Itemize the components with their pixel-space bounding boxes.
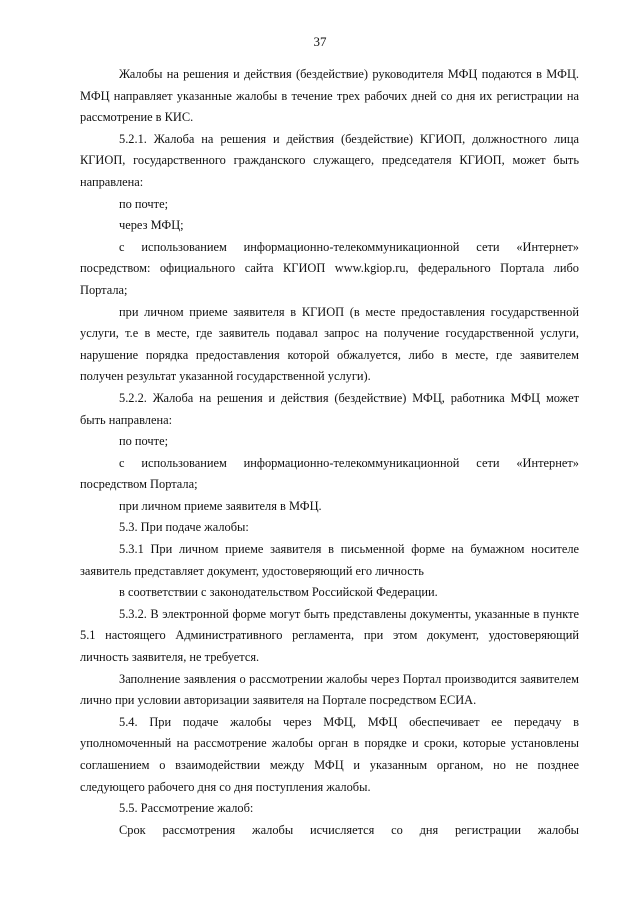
page-number: 37: [313, 34, 327, 49]
paragraph-5-3-1: 5.3.1 При личном приеме заявителя в письменной форме на бумажном носителе заявитель представляет документ, удостоверяющий его личность: [80, 542, 579, 578]
paragraph-5-5: 5.5. Рассмотрение жалоб:: [119, 801, 254, 816]
paragraph-5-3: 5.3. При подаче жалобы:: [119, 520, 249, 535]
paragraph-5-3-2: 5.3.2. В электронной форме могут быть представлены документы, указанные в пункте 5.1 настоящего Административного регламента, при этом документ, удостоверяющий личность заявителя, не требуется.: [80, 606, 579, 665]
paragraph-mfc-complaints: Жалобы на решения и действия (бездействие) руководителя МФЦ подаются в МФЦ. МФЦ направляет указанные жалобы в течение трех рабочих дней со дня их регистрации на рассмотрение в КИС.: [80, 67, 579, 125]
list-item-by-mail: по почте;: [119, 196, 169, 211]
paragraph-review-term: Срок рассмотрения жалобы исчисляется со дня регистрации жалобы: [119, 822, 579, 837]
paragraph-5-4: 5.4. При подаче жалобы через МФЦ, МФЦ обеспечивает ее передачу в уполномоченный на рассмотрение жалобы орган в порядке и сроки, которые установлены соглашением о взаимодействии между МФЦ и указанным органом, но не позднее следующего рабочего дня со дня поступления жалобы.: [80, 714, 579, 794]
paragraph-portal-filing: Заполнение заявления о рассмотрении жалобы через Портал производится заявителем лично при условии авторизации заявителя на Портале посредством ЕСИА.: [80, 671, 579, 708]
document-body: [80, 64, 579, 841]
list-item-personal-reception-mfc: при личном приеме заявителя в МФЦ.: [119, 498, 322, 513]
list-item-personal-reception-kgiop: при личном приеме заявителя в КГИОП (в месте предоставления государственной услуги, т.е в месте, где заявитель подавал запрос на получение государственной услуги, нарушение порядка предоставления которой обжалуется, либо в месте, где заявителем получен результат указанной государственной услуги).: [80, 304, 579, 384]
paragraph-5-3-1-cont: в соответствии с законодательством Российской Федерации.: [119, 585, 438, 600]
paragraph-5-2-2: 5.2.2. Жалоба на решения и действия (бездействие) МФЦ, работника МФЦ может быть направлена:: [80, 390, 579, 427]
list-item-via-mfc: через МФЦ;: [119, 218, 184, 233]
list-item-by-mail-2: по почте;: [119, 434, 169, 449]
paragraph-5-2-1: 5.2.1. Жалоба на решения и действия (бездействие) КГИОП, должностного лица КГИОП, государственного гражданского служащего, председателя КГИОП, может быть направлена:: [80, 131, 579, 189]
list-item-internet-portal: с использованием информационно-телекоммуникационной сети «Интернет» посредством Портала;: [80, 455, 579, 492]
list-item-internet: с использованием информационно-телекоммуникационной сети «Интернет» посредством: официального сайта КГИОП www.kgiop.ru, федерального Портала либо Портала;: [80, 239, 579, 297]
